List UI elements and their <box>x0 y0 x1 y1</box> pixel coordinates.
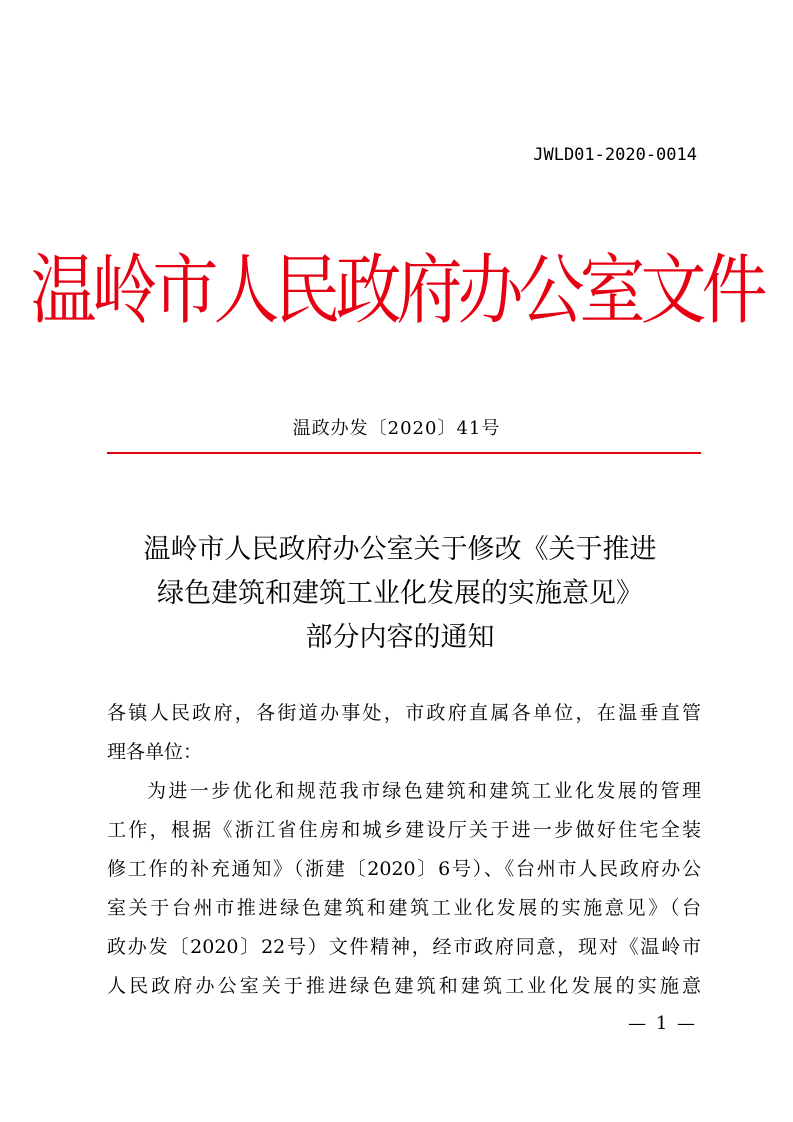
document-code: JWLD01-2020-0014 <box>533 145 697 165</box>
body-paragraph <box>107 772 701 1006</box>
paragraph-line: 室关于台州市推进绿色建筑和建筑工业化发展的实施意见》（台 <box>107 897 701 919</box>
paragraph-line: 政办发〔2020〕22号）文件精神，经市政府同意，现对《温岭市 <box>107 936 701 958</box>
paragraph-line: 修工作的补充通知》（浙建〔2020〕6号）、《台州市人民政府办公 <box>107 858 701 880</box>
addressee <box>107 694 701 772</box>
title-line: 绿色建筑和建筑工业化发展的实施意见》 <box>157 578 643 609</box>
document-number: 温政办发〔2020〕41号 <box>292 418 501 439</box>
document-body <box>107 694 701 1006</box>
notice-title <box>100 528 700 660</box>
title-line: 温岭市人民政府办公室关于修改《关于推进 <box>143 534 657 565</box>
paragraph-line: 人民政府办公室关于推进绿色建筑和建筑工业化发展的实施意 <box>107 975 701 997</box>
paragraph-line: 工作，根据《浙江省住房和城乡建设厅关于进一步做好住宅全装 <box>107 819 701 841</box>
paragraph-line: 为进一步优化和规范我市绿色建筑和建筑工业化发展的管理 <box>147 780 701 802</box>
addressee-line: 理各单位： <box>107 741 203 763</box>
masthead-title: 温岭市人民政府办公室文件 <box>30 246 763 335</box>
red-divider-rule <box>107 452 701 454</box>
addressee-line: 各镇人民政府，各街道办事处，市政府直属各单位，在温垂直管 <box>107 702 701 724</box>
title-line: 部分内容的通知 <box>305 622 495 653</box>
page-number: — 1 — <box>628 1013 697 1034</box>
